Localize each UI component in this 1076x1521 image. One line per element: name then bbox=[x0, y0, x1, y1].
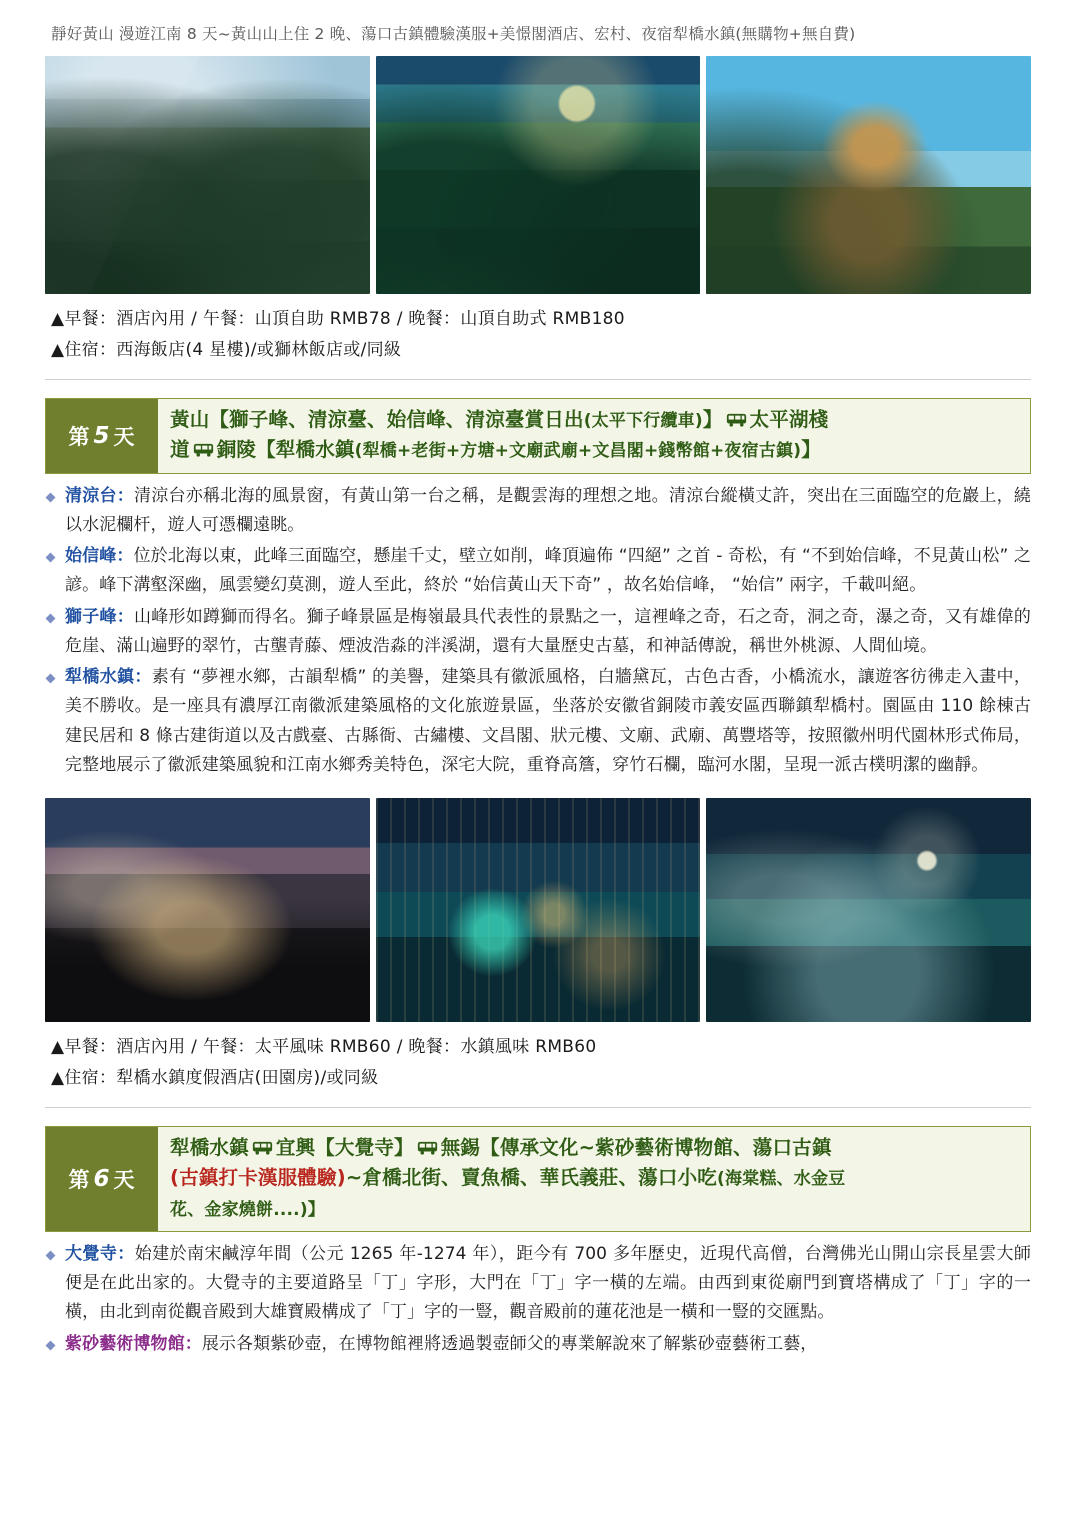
day5-title-l2b: 銅陵【犁橋水鎮 bbox=[216, 438, 355, 462]
day5-title-l2a: 道 bbox=[170, 438, 190, 462]
day5-header bbox=[45, 398, 1031, 473]
day6-badge-number: 6 bbox=[93, 1165, 111, 1192]
day4-meal-block bbox=[45, 304, 1031, 365]
day6-bullet-list bbox=[45, 1240, 1031, 1359]
bullet-text: 素有 “夢裡水鄉，古韻犁橋” 的美譽，建築具有徽派風格，白牆黛瓦，古色古香，小橋流水，讓遊客彷彿走入畫中，美不勝收。是一座具有濃厚江南徽派建築風格的文化旅遊景區，坐落於安徽省銅陵市義安區西聯鎮犁橋村。園區由 110 餘棟古建民居和 8 條古建街道以及古戲臺、古縣衙、古繡樓、文昌閣、狀元樓、文廟、武廟、萬豐塔等，按照徽州明代園林形式佈局，完整地展示了徽派建築風貌和江南水鄉秀美特色，深宅大院，重脊高簷，穿竹石欄，臨河水閣，呈現一派古樸明潔的幽靜。 bbox=[65, 667, 1031, 775]
day6-title-l1a: 犁橋水鎮 bbox=[170, 1136, 249, 1160]
bullet-text: 始建於南宋鹹淳年間（公元 1265 年-1274 年），距今有 700 多年歷史，近現代高僧，台灣佛光山開山宗長星雲大師便是在此出家的。大覺寺的主要道路呈「丁」字形，大門在「丁」字一橫的左端。由西到東從廟門到寶塔構成了「丁」字的一橫，由北到南從觀音殿到大雄寶殿構成了「丁」字的一豎，觀音殿前的蓮花池是一橫和一豎的交匯點。 bbox=[65, 1243, 1031, 1323]
photo-liqiao-watertown-gate-night bbox=[45, 798, 370, 1022]
day6-title-l1b: 宜興【大覺寺】 bbox=[275, 1136, 414, 1160]
bus-icon bbox=[193, 436, 214, 450]
list-item bbox=[45, 482, 1031, 540]
bus-icon bbox=[417, 1134, 438, 1148]
hotel-line: ▲住宿：犁橋水鎮度假酒店(田園房)/或同級 bbox=[51, 1067, 379, 1088]
bus-icon bbox=[726, 406, 747, 420]
hotel-line: ▲住宿：西海飯店(4 星樓)/或獅林飯店或/同級 bbox=[51, 339, 402, 360]
day5-title-l2d: 】 bbox=[801, 438, 821, 462]
bullet-keyword: 獅子峰： bbox=[65, 606, 135, 627]
divider bbox=[45, 379, 1031, 380]
top-gallery bbox=[45, 56, 1031, 294]
day6-title-highlight: (古鎮打卡漢服體驗) bbox=[170, 1166, 346, 1190]
day6-title bbox=[158, 1127, 1030, 1231]
day6-title-l1c: 無錫【傳承文化~紫砂藝術博物館、蕩口古鎮 bbox=[440, 1136, 832, 1160]
day5-title-main: 黃山【獅子峰、清涼臺、始信峰、清涼臺賞日出 bbox=[170, 408, 584, 432]
photo-liqiao-watertown-aerial-night bbox=[376, 798, 701, 1022]
photo-huangshan-sunrise-peaks bbox=[376, 56, 701, 294]
day5-badge bbox=[46, 399, 158, 472]
day5-title bbox=[158, 399, 1030, 472]
bullet-text: 展示各類紫砂壺，在博物館裡將透過製壺師父的專業解說來了解紫砂壺藝術工藝， bbox=[201, 1333, 818, 1354]
day5-bullet-list bbox=[45, 482, 1031, 780]
photo-huangshan-cliff-pines bbox=[45, 56, 370, 294]
bullet-keyword: 大覺寺： bbox=[65, 1243, 135, 1264]
day6-title-l2c: (海棠糕、水金豆 bbox=[716, 1169, 846, 1190]
bullet-keyword: 始信峰： bbox=[65, 546, 134, 567]
bullet-keyword: 犁橋水鎮： bbox=[65, 667, 152, 688]
list-item bbox=[45, 1240, 1031, 1328]
day5-title-bracket: 】 bbox=[702, 408, 723, 432]
photo-liqiao-watertown-bridge-mist bbox=[706, 798, 1031, 1022]
day5-badge-pre: 第 bbox=[68, 424, 91, 449]
day6-title-l2b: ~倉橋北街、賣魚橋、華氏義莊、蕩口小吃 bbox=[345, 1166, 717, 1190]
day5-gallery bbox=[45, 798, 1031, 1022]
meal-line: ▲早餐：酒店內用 / 午餐：山頂自助 RMB78 / 晚餐：山頂自助式 RMB180 bbox=[51, 309, 625, 329]
day5-title-l2c: (犁橋+老街+方塘+文廟武廟+文昌閣+錢幣館+夜宿古鎮) bbox=[354, 441, 802, 462]
day6-header bbox=[45, 1126, 1031, 1232]
bullet-keyword: 紫砂藝術博物館： bbox=[65, 1333, 202, 1354]
document-title: 靜好黃山 漫遊江南 8 天~黃山山上住 2 晚、蕩口古鎮體驗漢服+美憬閣酒店、宏村、夜宿犁橋水鎮(無購物+無自費) bbox=[51, 25, 856, 43]
list-item bbox=[45, 663, 1031, 780]
list-item bbox=[45, 603, 1031, 661]
bullet-text: 位於北海以東，此峰三面臨空，懸崖千丈，壁立如削，峰頂遍佈 “四絕” 之首 - 奇松，有 “不到始信峰，不見黃山松” 之諺。峰下溝壑深幽，風雲變幻莫測，遊人至此，終於 “始信黃山天下奇” ，故名始信峰， “始信” 兩字，千載叫絕。 bbox=[65, 546, 1031, 596]
bullet-keyword: 清涼台： bbox=[65, 485, 135, 506]
divider bbox=[45, 1107, 1031, 1108]
day6-badge bbox=[46, 1127, 158, 1231]
day5-badge-post: 天 bbox=[113, 424, 136, 449]
day6-title-l3: 花、金家燒餅....)】 bbox=[170, 1199, 326, 1220]
day5-title-note: (太平下行纜車) bbox=[583, 411, 703, 432]
photo-huangshan-flying-stone bbox=[706, 56, 1031, 294]
bus-icon bbox=[252, 1134, 273, 1148]
day6-badge-pre: 第 bbox=[68, 1167, 91, 1192]
bullet-text: 山峰形如蹲獅而得名。獅子峰景區是梅嶺最具代表性的景點之一，這裡峰之奇，石之奇，洞之奇，瀑之奇，又有雄偉的危崖、滿山遍野的翠竹，古壟青藤、煙波浩淼的泮溪湖，還有大量歷史古墓，和神話傳說，稱世外桃源、人間仙境。 bbox=[65, 606, 1031, 656]
list-item bbox=[45, 542, 1031, 600]
day5-badge-number: 5 bbox=[93, 422, 111, 449]
bullet-text: 清涼台亦稱北海的風景窗，有黃山第一台之稱，是觀雲海的理想之地。清涼台縱橫丈許，突出在三面臨空的危巖上，繞以水泥欄杆，遊人可憑欄遠眺。 bbox=[65, 485, 1031, 535]
list-item bbox=[45, 1330, 1031, 1359]
day6-badge-post: 天 bbox=[113, 1167, 136, 1192]
day5-meal-block bbox=[45, 1032, 1031, 1093]
meal-line: ▲早餐：酒店內用 / 午餐：太平風味 RMB60 / 晚餐：水鎮風味 RMB60 bbox=[51, 1036, 597, 1057]
day5-title-dest: 太平湖棧 bbox=[749, 408, 829, 432]
